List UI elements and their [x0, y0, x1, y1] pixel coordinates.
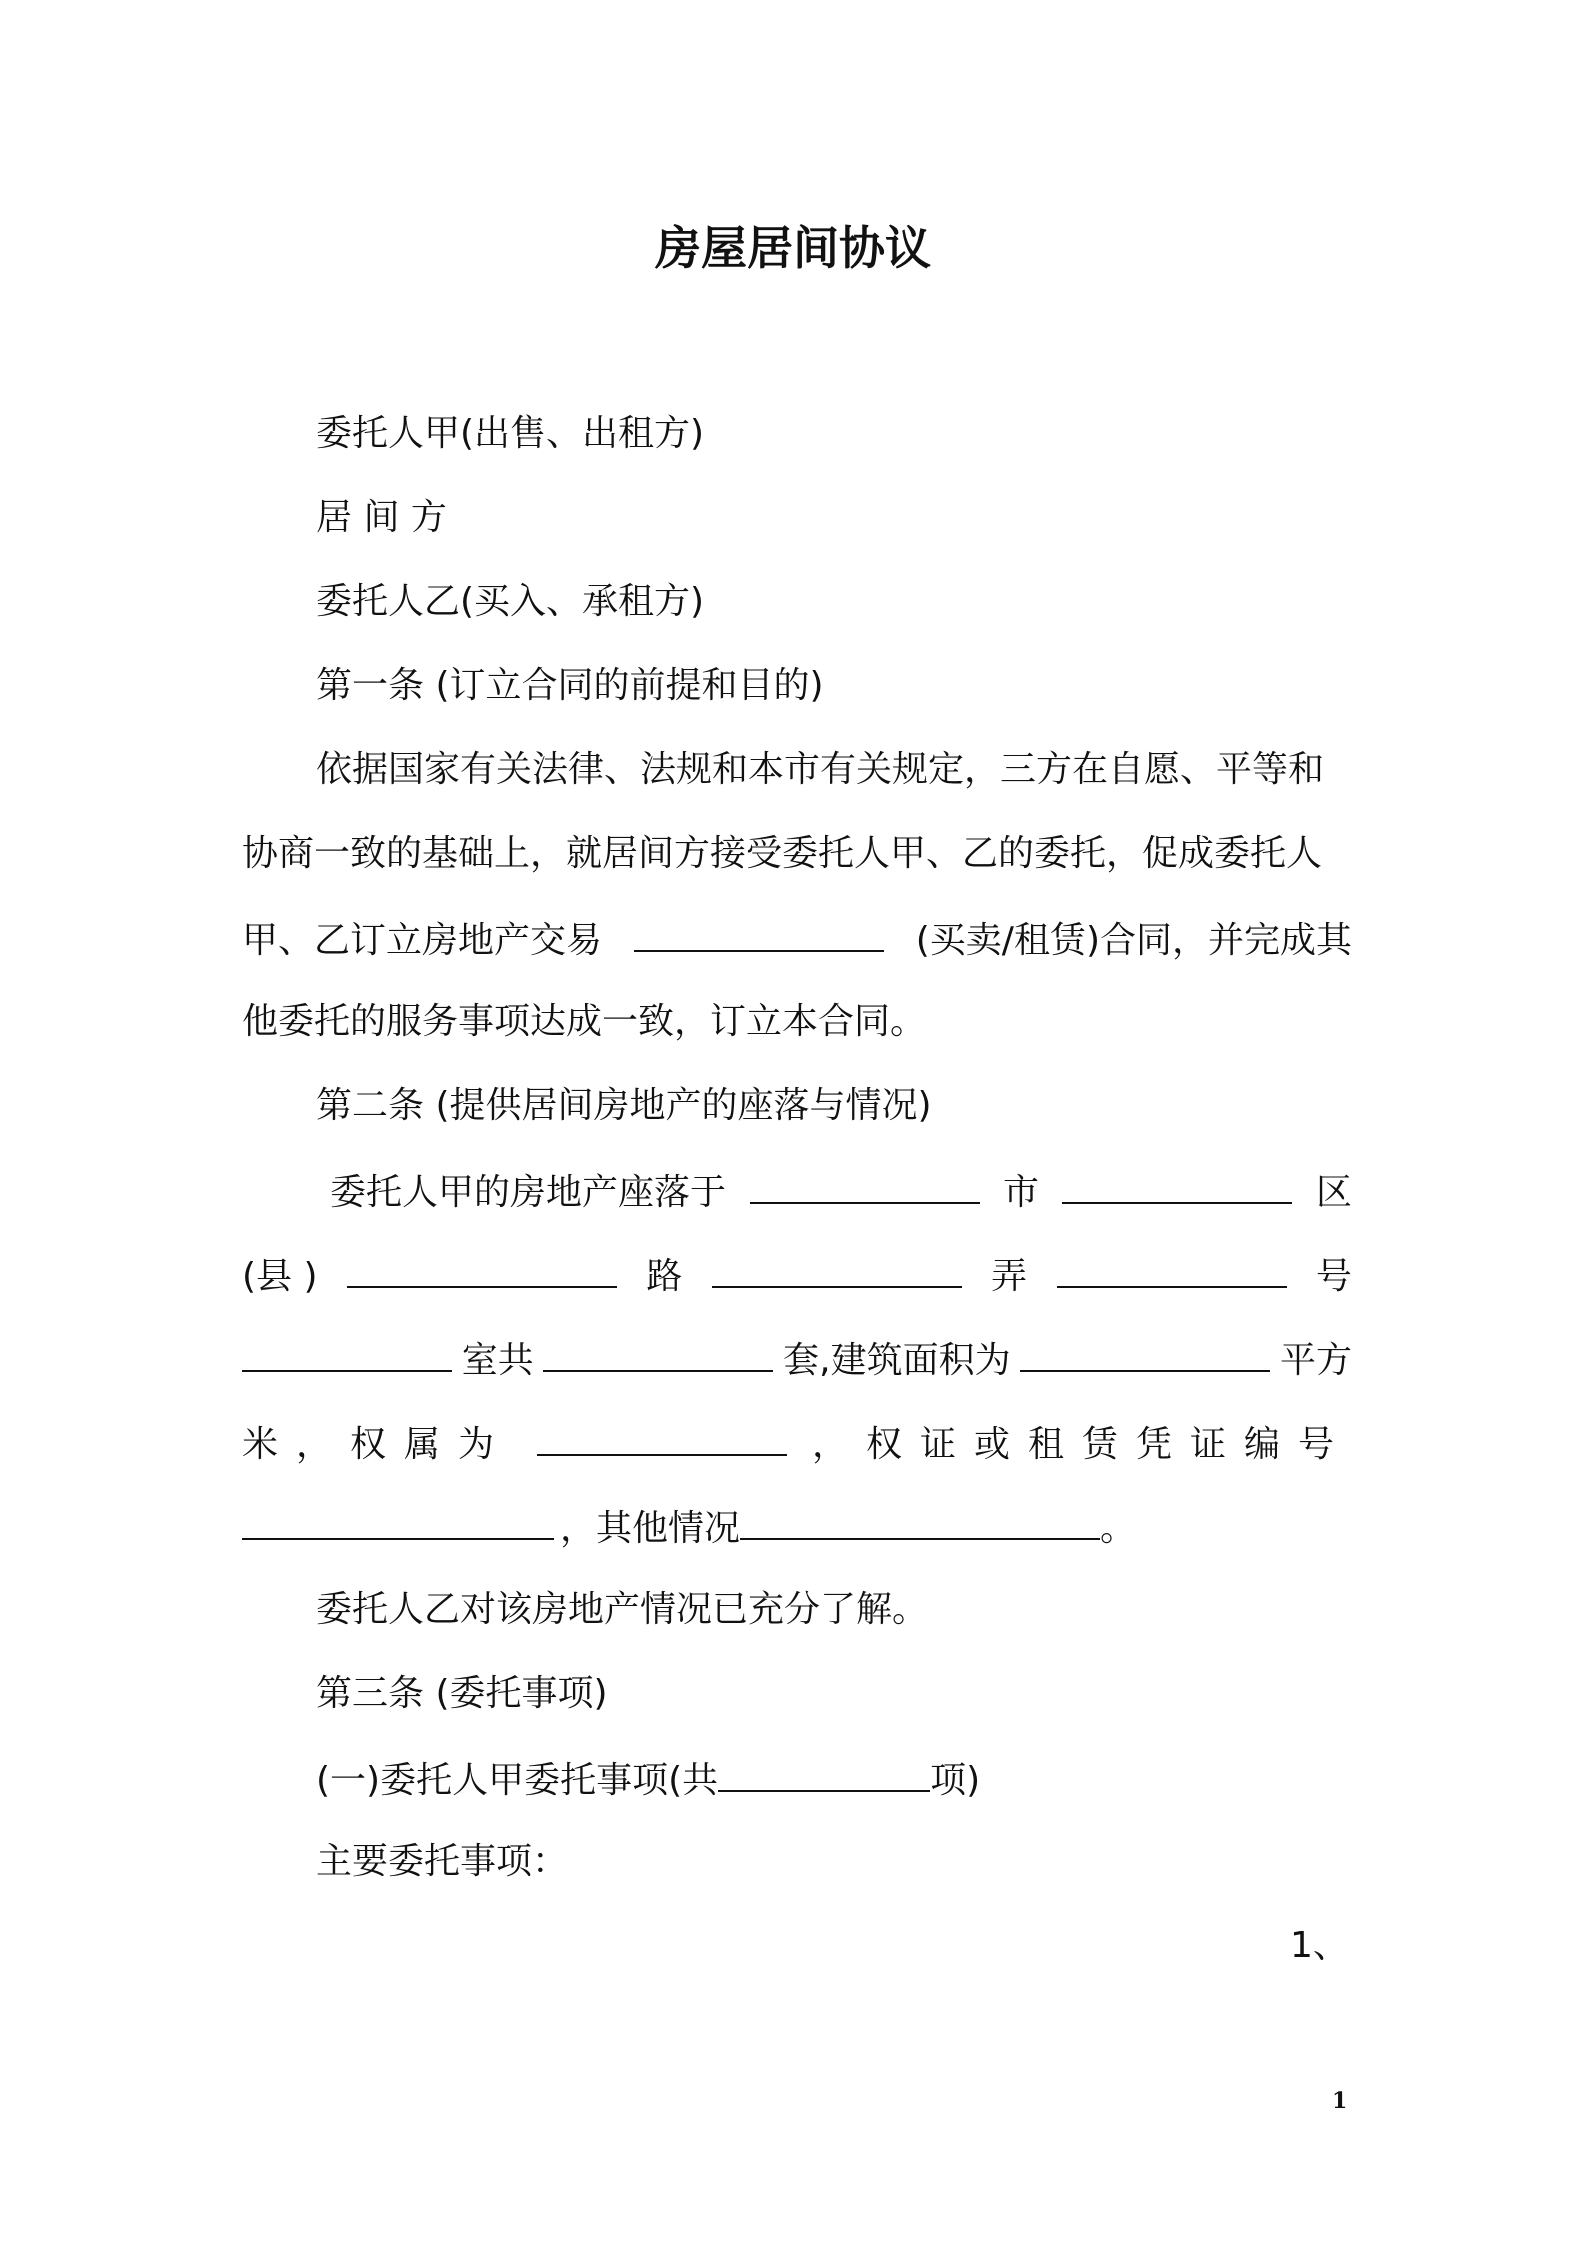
article2-line5: [242, 1502, 1136, 1553]
line-end-period: 。: [1100, 1508, 1137, 1549]
party-a-label: 委托人甲(出售、出租方): [316, 413, 705, 454]
sub1-label: (一)委托人甲委托事项(共: [316, 1760, 719, 1801]
ownership-label: 米，权属为: [242, 1424, 513, 1465]
deal-type-blank[interactable]: [634, 914, 884, 952]
district-label: 区: [1315, 1172, 1352, 1213]
document-title: 房屋居间协议: [655, 221, 931, 275]
article2-line4: [242, 1418, 1352, 1466]
room-label: 室共: [461, 1340, 534, 1381]
ownership-blank[interactable]: [537, 1418, 787, 1456]
article3-sub1: [316, 1754, 980, 1805]
other-label: ，其他情况: [560, 1508, 741, 1549]
broker-label: 居 间 方: [316, 497, 447, 538]
number-blank[interactable]: [1057, 1250, 1287, 1288]
page-number: 1: [1332, 2088, 1348, 2114]
number-label: 号: [1315, 1256, 1352, 1297]
district-blank[interactable]: [1062, 1166, 1292, 1204]
items-count-blank[interactable]: [718, 1754, 930, 1792]
sub1-suffix: 项): [930, 1760, 981, 1801]
article2-line2: [242, 1250, 1352, 1298]
county-label: (县 ): [242, 1256, 318, 1297]
city-label: 市: [1002, 1172, 1039, 1213]
certificate-label: ，权证或租赁凭证编号: [811, 1424, 1352, 1465]
room-blank[interactable]: [242, 1334, 452, 1372]
article1-line3: [242, 914, 1352, 962]
area-label: 套,建筑面积为: [783, 1340, 1011, 1381]
certificate-blank[interactable]: [242, 1502, 554, 1540]
square-label: 平方: [1279, 1340, 1352, 1381]
sets-blank[interactable]: [543, 1334, 773, 1372]
article1-line3-text-a: 甲、乙订立房地产交易: [242, 920, 603, 961]
road-blank[interactable]: [347, 1250, 617, 1288]
location-label: 委托人甲的房地产座落于: [330, 1172, 727, 1213]
other-blank[interactable]: [740, 1502, 1100, 1540]
lane-blank[interactable]: [712, 1250, 962, 1288]
article2-note: 委托人乙对该房地产情况已充分了解。: [316, 1589, 929, 1630]
article1-heading: 第一条 (订立合同的前提和目的): [316, 665, 824, 706]
article2-line1: [330, 1166, 1352, 1214]
article1-line4: 他委托的服务事项达成一致，订立本合同。: [242, 1001, 927, 1042]
area-blank[interactable]: [1020, 1334, 1270, 1372]
article1-line2: 协商一致的基础上，就居间方接受委托人甲、乙的委托，促成委托人: [242, 833, 1323, 874]
lane-label: 弄: [991, 1256, 1028, 1297]
road-label: 路: [646, 1256, 683, 1297]
item-1-marker: 1、: [1290, 1925, 1349, 1966]
article2-heading: 第二条 (提供居间房地产的座落与情况): [316, 1085, 932, 1126]
city-blank[interactable]: [750, 1166, 980, 1204]
party-b-label: 委托人乙(买入、承租方): [316, 581, 705, 622]
article1-line3-text-b: (买卖/租赁)合同，并完成其: [915, 920, 1352, 961]
article1-line1: 依据国家有关法律、法规和本市有关规定，三方在自愿、平等和: [316, 749, 1325, 790]
article3-heading: 第三条 (委托事项): [316, 1673, 608, 1714]
main-items-label: 主要委托事项：: [316, 1841, 569, 1882]
article2-line3: [242, 1334, 1352, 1382]
